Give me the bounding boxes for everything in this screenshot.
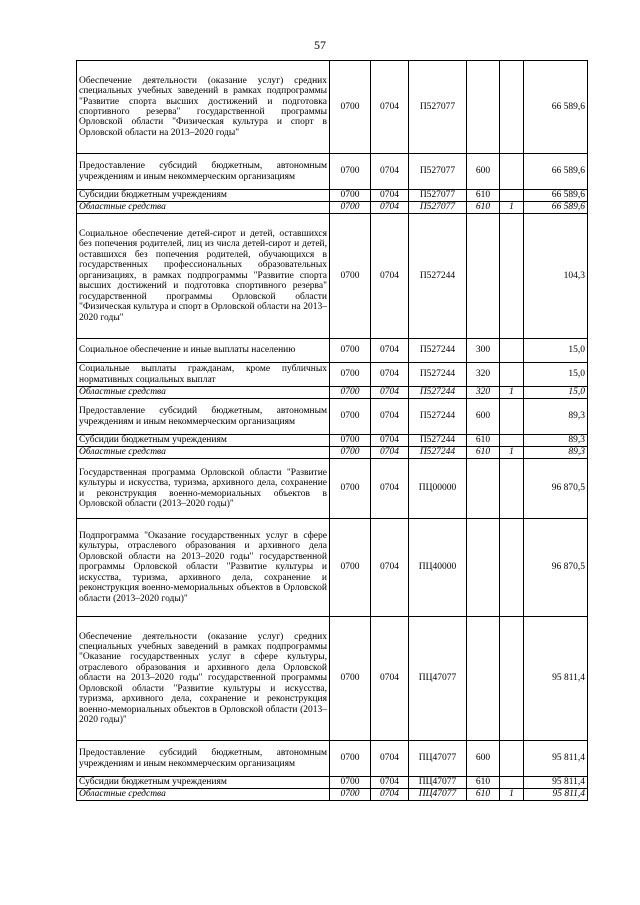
section-code-cell: 0700 [330,214,371,339]
target-article-cell: ПЦ40000 [409,519,467,617]
table-row [77,741,588,777]
funding-source-cell [500,190,524,202]
expense-type-cell [467,519,500,617]
table-row [77,617,588,741]
amount-cell: 95 811,4 [524,789,588,801]
section-code-cell: 0700 [330,789,371,801]
section-code-cell: 0700 [330,363,371,387]
row-name-cell: Подпрограмма "Оказание государственных услуг в сфере культуры, отраслевого образования и архивного дела Орловской области на 2013–2020 годы" государственной программы Орловской области "Развитие культуры и искусства, туризма, архивного дела, сохранение и реконструкция военно-мемориальных объектов в Орловской области (2013–2020 годы)" [77,519,330,617]
amount-cell: 89,3 [524,399,588,435]
expense-type-cell: 610 [467,447,500,459]
subsection-code-cell: 0704 [371,387,409,399]
amount-cell: 95 811,4 [524,741,588,777]
section-code-cell: 0700 [330,202,371,214]
expense-type-cell: 320 [467,363,500,387]
row-name-cell: Предоставление субсидий бюджетным, автономным учреждениям и иным некоммерческим организациям [77,154,330,190]
row-name-cell: Областные средства [77,387,330,399]
subsection-code-cell: 0704 [371,789,409,801]
row-name-cell: Областные средства [77,789,330,801]
subsection-code-cell: 0704 [371,459,409,519]
subsection-code-cell: 0704 [371,519,409,617]
amount-cell: 15,0 [524,339,588,363]
subsection-code-cell: 0704 [371,363,409,387]
funding-source-cell [500,435,524,447]
expense-type-cell: 600 [467,399,500,435]
target-article-cell: ПЦ47077 [409,741,467,777]
amount-cell: 104,3 [524,214,588,339]
amount-cell: 66 589,6 [524,202,588,214]
expense-type-cell: 600 [467,154,500,190]
target-article-cell: П527077 [409,190,467,202]
subsection-code-cell: 0704 [371,61,409,154]
table-row [77,459,588,519]
expense-type-cell [467,61,500,154]
expense-type-cell [467,617,500,741]
section-code-cell: 0700 [330,741,371,777]
target-article-cell: ПЦ47077 [409,617,467,741]
subsection-code-cell: 0704 [371,741,409,777]
target-article-cell: П527244 [409,387,467,399]
subsection-code-cell: 0704 [371,154,409,190]
funding-source-cell: 1 [500,202,524,214]
target-article-cell: П527244 [409,363,467,387]
section-code-cell: 0700 [330,459,371,519]
table-row [77,387,588,399]
table-row [77,190,588,202]
target-article-cell: П527244 [409,214,467,339]
section-code-cell: 0700 [330,387,371,399]
subsection-code-cell: 0704 [371,617,409,741]
funding-source-cell: 1 [500,789,524,801]
table-row [77,777,588,789]
table-row [77,202,588,214]
amount-cell: 66 589,6 [524,61,588,154]
funding-source-cell [500,61,524,154]
row-name-cell: Субсидии бюджетным учреждениям [77,435,330,447]
amount-cell: 66 589,6 [524,190,588,202]
expense-type-cell [467,459,500,519]
row-name-cell: Обеспечение деятельности (оказание услуг) средних специальных учебных заведений в рамках подпрограммы "Развитие спорта высших достижений и подготовка спортивного резерва" государственной программы Орловской области "Физическая культура и спорт в Орловской области на 2013–2020 годы" [77,61,330,154]
section-code-cell: 0700 [330,399,371,435]
subsection-code-cell: 0704 [371,190,409,202]
subsection-code-cell: 0704 [371,777,409,789]
table-body [77,61,588,801]
table-row [77,363,588,387]
target-article-cell: ПЦ47077 [409,777,467,789]
table-row [77,399,588,435]
table-row [77,789,588,801]
target-article-cell: П527244 [409,339,467,363]
table-row [77,214,588,339]
budget-table [76,60,588,801]
subsection-code-cell: 0704 [371,214,409,339]
section-code-cell: 0700 [330,777,371,789]
amount-cell: 15,0 [524,363,588,387]
expense-type-cell: 610 [467,190,500,202]
expense-type-cell [467,214,500,339]
amount-cell: 95 811,4 [524,617,588,741]
expense-type-cell: 300 [467,339,500,363]
expense-type-cell: 610 [467,435,500,447]
target-article-cell: П527244 [409,435,467,447]
row-name-cell: Областные средства [77,202,330,214]
row-name-cell: Обеспечение деятельности (оказание услуг) средних специальных учебных заведений в рамках подпрограммы "Оказание государственных услуг в сфере культуры, отраслевого образования и архивного дела Орловской области на 2013–2020 годы" государственной программы Орловской области "Развитие культуры и искусства, туризма, архивного дела, сохранение и реконструкция военно-мемориальных объектов в Орловской области (2013–2020 годы)" [77,617,330,741]
funding-source-cell [500,339,524,363]
expense-type-cell: 610 [467,202,500,214]
amount-cell: 95 811,4 [524,777,588,789]
target-article-cell: ПЦ47077 [409,789,467,801]
target-article-cell: П527244 [409,447,467,459]
row-name-cell: Социальное обеспечение и иные выплаты населению [77,339,330,363]
amount-cell: 66 589,6 [524,154,588,190]
funding-source-cell [500,459,524,519]
funding-source-cell: 1 [500,387,524,399]
expense-type-cell: 610 [467,789,500,801]
section-code-cell: 0700 [330,447,371,459]
row-name-cell: Предоставление субсидий бюджетным, автономным учреждениям и иным некоммерческим организациям [77,741,330,777]
funding-source-cell [500,363,524,387]
funding-source-cell [500,519,524,617]
target-article-cell: П527077 [409,154,467,190]
table-row [77,447,588,459]
section-code-cell: 0700 [330,339,371,363]
target-article-cell: П527077 [409,61,467,154]
amount-cell: 96 870,5 [524,459,588,519]
section-code-cell: 0700 [330,154,371,190]
subsection-code-cell: 0704 [371,202,409,214]
subsection-code-cell: 0704 [371,435,409,447]
subsection-code-cell: 0704 [371,399,409,435]
target-article-cell: П527077 [409,202,467,214]
funding-source-cell [500,399,524,435]
section-code-cell: 0700 [330,617,371,741]
row-name-cell: Предоставление субсидий бюджетным, автономным учреждениям и иным некоммерческим организациям [77,399,330,435]
table-row [77,339,588,363]
funding-source-cell [500,741,524,777]
subsection-code-cell: 0704 [371,339,409,363]
row-name-cell: Субсидии бюджетным учреждениям [77,190,330,202]
row-name-cell: Социальные выплаты гражданам, кроме публичных нормативных социальных выплат [77,363,330,387]
row-name-cell: Областные средства [77,447,330,459]
section-code-cell: 0700 [330,435,371,447]
table-row [77,519,588,617]
amount-cell: 96 870,5 [524,519,588,617]
table-row [77,61,588,154]
section-code-cell: 0700 [330,190,371,202]
funding-source-cell [500,214,524,339]
amount-cell: 89,3 [524,435,588,447]
funding-source-cell: 1 [500,447,524,459]
section-code-cell: 0700 [330,61,371,154]
expense-type-cell: 320 [467,387,500,399]
row-name-cell: Социальное обеспечение детей-сирот и детей, оставшихся без попечения родителей, лиц из числа детей-сирот и детей, оставшихся без попечения родителей, обучающихся в государственных профессиональных образовательных организациях, в рамках подпрограммы "Развитие спорта высших достижений и подготовка спортивного резерва" государственной программы Орловской области "Физическая культура и спорт в Орловской области на 2013–2020 годы" [77,214,330,339]
table-row [77,154,588,190]
expense-type-cell: 610 [467,777,500,789]
funding-source-cell [500,777,524,789]
amount-cell: 89,3 [524,447,588,459]
target-article-cell: П527244 [409,399,467,435]
table-row [77,435,588,447]
expense-type-cell: 600 [467,741,500,777]
page-number: 57 [314,38,326,52]
funding-source-cell [500,617,524,741]
row-name-cell: Субсидии бюджетным учреждениям [77,777,330,789]
row-name-cell: Государственная программа Орловской области "Развитие культуры и искусства, туризма, архивного дела, сохранение и реконструкция военно-мемориальных объектов в Орловской области (2013–2020 годы)" [77,459,330,519]
amount-cell: 15,0 [524,387,588,399]
section-code-cell: 0700 [330,519,371,617]
subsection-code-cell: 0704 [371,447,409,459]
funding-source-cell [500,154,524,190]
target-article-cell: ПЦ00000 [409,459,467,519]
